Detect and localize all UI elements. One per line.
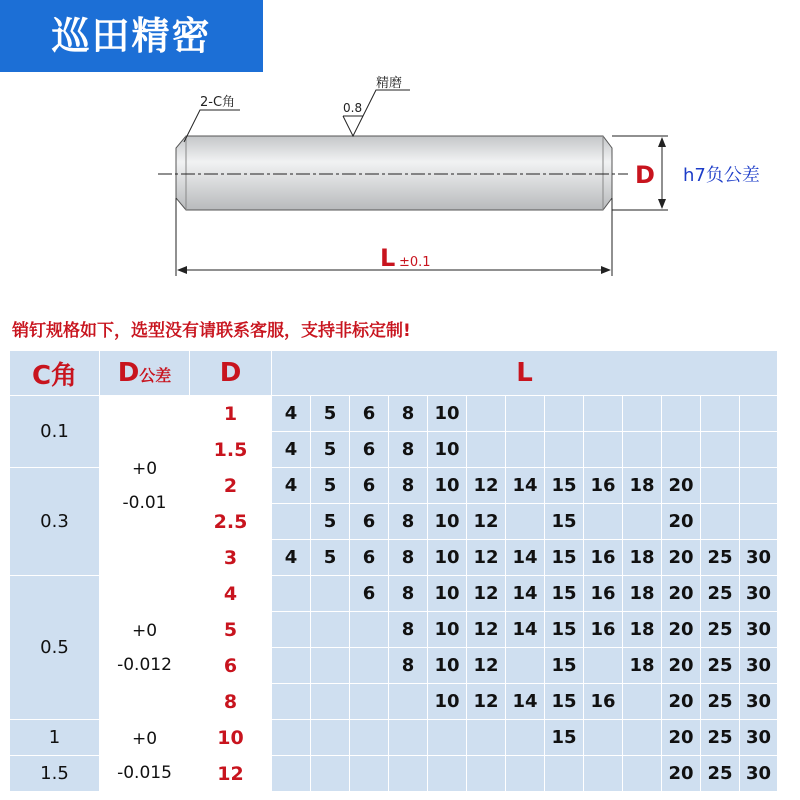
l-value-cell <box>623 432 662 468</box>
l-value-cell: 15 <box>545 504 584 540</box>
tolerance-cell: +0 -0.01 <box>100 396 190 576</box>
l-value-cell <box>545 432 584 468</box>
l-value-cell <box>623 396 662 432</box>
l-value-cell: 25 <box>701 684 740 720</box>
l-value-cell: 16 <box>584 468 623 504</box>
l-value-cell: 8 <box>389 540 428 576</box>
l-value-cell <box>272 576 311 612</box>
l-value-cell: 30 <box>740 756 778 792</box>
l-value-cell: 30 <box>740 540 778 576</box>
c-angle-cell: 0.1 <box>10 396 100 468</box>
c-angle-cell: 0.3 <box>10 468 100 576</box>
l-value-cell: 15 <box>545 684 584 720</box>
dim-d-label: D <box>635 161 655 189</box>
l-value-cell <box>467 720 506 756</box>
l-value-cell: 6 <box>350 468 389 504</box>
chamfer-label: 2-C角 <box>200 95 236 110</box>
l-value-cell: 12 <box>467 504 506 540</box>
l-value-cell: 15 <box>545 612 584 648</box>
l-value-cell: 14 <box>506 684 545 720</box>
l-value-cell <box>272 684 311 720</box>
c-angle-cell: 1 <box>10 720 100 756</box>
l-value-cell <box>506 720 545 756</box>
l-value-cell: 14 <box>506 468 545 504</box>
l-value-cell <box>272 612 311 648</box>
l-value-cell <box>428 756 467 792</box>
l-value-cell: 5 <box>311 432 350 468</box>
l-value-cell <box>311 612 350 648</box>
l-value-cell <box>467 432 506 468</box>
spec-table <box>9 350 778 792</box>
l-value-cell <box>311 576 350 612</box>
l-value-cell: 25 <box>701 720 740 756</box>
l-value-cell: 5 <box>311 540 350 576</box>
l-value-cell <box>740 468 778 504</box>
d-value-cell: 5 <box>190 612 272 648</box>
d-value-cell: 8 <box>190 684 272 720</box>
l-value-cell: 30 <box>740 648 778 684</box>
d-value-cell: 3 <box>190 540 272 576</box>
spec-table-body <box>10 396 778 792</box>
pin-body <box>176 136 612 210</box>
l-value-cell: 4 <box>272 432 311 468</box>
d-value-cell: 1.5 <box>190 432 272 468</box>
l-value-cell <box>350 756 389 792</box>
l-value-cell <box>506 648 545 684</box>
l-value-cell <box>506 396 545 432</box>
c-angle-cell: 1.5 <box>10 756 100 792</box>
l-value-cell <box>623 684 662 720</box>
l-value-cell: 18 <box>623 540 662 576</box>
l-value-cell <box>311 720 350 756</box>
l-value-cell <box>467 756 506 792</box>
d-value-cell: 10 <box>190 720 272 756</box>
l-value-cell <box>389 756 428 792</box>
l-value-cell: 10 <box>428 684 467 720</box>
l-value-cell <box>428 720 467 756</box>
l-value-cell: 8 <box>389 432 428 468</box>
l-value-cell: 12 <box>467 648 506 684</box>
l-value-cell: 15 <box>545 468 584 504</box>
l-value-cell <box>740 432 778 468</box>
l-value-cell: 16 <box>584 540 623 576</box>
l-value-cell <box>584 396 623 432</box>
l-value-cell <box>584 432 623 468</box>
l-value-cell <box>350 612 389 648</box>
brand-banner: 巡田精密 <box>0 0 263 72</box>
l-value-cell: 20 <box>662 612 701 648</box>
l-value-cell: 6 <box>350 504 389 540</box>
l-value-cell: 20 <box>662 756 701 792</box>
l-value-cell: 18 <box>623 576 662 612</box>
l-value-cell: 15 <box>545 720 584 756</box>
l-value-cell <box>311 648 350 684</box>
l-value-cell: 6 <box>350 396 389 432</box>
tolerance-cell: +0 -0.015 <box>100 720 190 792</box>
l-value-cell <box>272 648 311 684</box>
l-value-cell <box>272 720 311 756</box>
l-value-cell: 20 <box>662 540 701 576</box>
l-value-cell: 15 <box>545 648 584 684</box>
l-value-cell <box>701 432 740 468</box>
l-value-cell: 25 <box>701 756 740 792</box>
header-d: D <box>190 351 272 396</box>
l-value-cell: 8 <box>389 468 428 504</box>
d-value-cell: 12 <box>190 756 272 792</box>
l-value-cell: 5 <box>311 396 350 432</box>
l-value-cell: 25 <box>701 612 740 648</box>
roughness-value: 0.8 <box>343 101 363 115</box>
l-value-cell <box>545 756 584 792</box>
l-value-cell: 4 <box>272 468 311 504</box>
l-value-cell <box>584 648 623 684</box>
l-value-cell: 16 <box>584 684 623 720</box>
l-value-cell: 10 <box>428 612 467 648</box>
l-value-cell: 30 <box>740 720 778 756</box>
l-value-cell <box>701 468 740 504</box>
l-value-cell: 20 <box>662 720 701 756</box>
l-value-cell <box>701 504 740 540</box>
table-row <box>10 576 778 612</box>
l-value-cell: 30 <box>740 684 778 720</box>
l-value-cell: 6 <box>350 540 389 576</box>
l-value-cell <box>389 684 428 720</box>
l-value-cell: 18 <box>623 612 662 648</box>
dim-l-tolerance: ±0.1 <box>399 255 431 270</box>
l-value-cell <box>623 756 662 792</box>
l-value-cell: 15 <box>545 540 584 576</box>
l-value-cell <box>389 720 428 756</box>
l-value-cell: 20 <box>662 684 701 720</box>
l-value-cell: 30 <box>740 612 778 648</box>
l-value-cell: 18 <box>623 468 662 504</box>
l-value-cell: 8 <box>389 576 428 612</box>
l-value-cell: 5 <box>311 468 350 504</box>
l-value-cell: 4 <box>272 540 311 576</box>
l-value-cell <box>740 504 778 540</box>
l-value-cell: 16 <box>584 612 623 648</box>
d-value-cell: 4 <box>190 576 272 612</box>
l-value-cell: 10 <box>428 504 467 540</box>
c-angle-cell: 0.5 <box>10 576 100 720</box>
l-value-cell <box>506 504 545 540</box>
l-value-cell: 10 <box>428 468 467 504</box>
l-value-cell: 6 <box>350 432 389 468</box>
tolerance-note: h7负公差 <box>683 165 760 186</box>
l-value-cell: 10 <box>428 648 467 684</box>
finish-label: 精磨 <box>376 76 403 91</box>
l-value-cell: 12 <box>467 540 506 576</box>
l-value-cell: 4 <box>272 396 311 432</box>
pin-drawing <box>0 60 800 300</box>
l-value-cell <box>740 396 778 432</box>
l-value-cell: 25 <box>701 540 740 576</box>
l-value-cell <box>623 720 662 756</box>
l-value-cell <box>467 396 506 432</box>
l-value-cell <box>350 684 389 720</box>
d-value-cell: 2 <box>190 468 272 504</box>
l-value-cell <box>311 756 350 792</box>
l-value-cell: 20 <box>662 576 701 612</box>
d-value-cell: 6 <box>190 648 272 684</box>
l-value-cell <box>584 720 623 756</box>
d-value-cell: 2.5 <box>190 504 272 540</box>
l-value-cell <box>662 396 701 432</box>
header-d-tolerance: D公差 <box>100 351 190 396</box>
l-value-cell: 20 <box>662 648 701 684</box>
l-value-cell <box>545 396 584 432</box>
l-value-cell: 10 <box>428 540 467 576</box>
header-c-angle: C角 <box>10 351 100 396</box>
l-value-cell <box>350 720 389 756</box>
l-value-cell: 6 <box>350 576 389 612</box>
l-value-cell: 30 <box>740 576 778 612</box>
tolerance-cell: +0 -0.012 <box>100 576 190 720</box>
l-value-cell <box>662 432 701 468</box>
header-l: L <box>272 351 778 396</box>
l-value-cell <box>272 504 311 540</box>
table-row <box>10 396 778 432</box>
l-value-cell: 20 <box>662 468 701 504</box>
l-value-cell: 14 <box>506 612 545 648</box>
l-value-cell <box>623 504 662 540</box>
l-value-cell: 8 <box>389 504 428 540</box>
l-value-cell: 12 <box>467 612 506 648</box>
l-value-cell: 5 <box>311 504 350 540</box>
l-value-cell: 25 <box>701 576 740 612</box>
l-value-cell: 10 <box>428 396 467 432</box>
l-value-cell <box>701 396 740 432</box>
l-value-cell: 10 <box>428 432 467 468</box>
l-value-cell: 12 <box>467 684 506 720</box>
l-value-cell <box>272 756 311 792</box>
l-value-cell <box>506 756 545 792</box>
l-value-cell: 12 <box>467 468 506 504</box>
l-value-cell: 16 <box>584 576 623 612</box>
l-value-cell: 20 <box>662 504 701 540</box>
l-value-cell <box>584 756 623 792</box>
spec-note: 销钉规格如下，选型没有请联系客服，支持非标定制! <box>12 321 411 341</box>
l-value-cell: 8 <box>389 612 428 648</box>
l-value-cell: 18 <box>623 648 662 684</box>
d-value-cell: 1 <box>190 396 272 432</box>
dim-l-label: L <box>380 244 396 272</box>
l-value-cell: 8 <box>389 396 428 432</box>
l-value-cell: 12 <box>467 576 506 612</box>
l-value-cell: 10 <box>428 576 467 612</box>
l-value-cell <box>350 648 389 684</box>
l-value-cell: 14 <box>506 576 545 612</box>
l-value-cell <box>584 504 623 540</box>
l-value-cell: 14 <box>506 540 545 576</box>
l-value-cell: 25 <box>701 648 740 684</box>
l-value-cell <box>506 432 545 468</box>
table-row <box>10 720 778 756</box>
l-value-cell: 15 <box>545 576 584 612</box>
l-value-cell <box>311 684 350 720</box>
l-value-cell: 8 <box>389 648 428 684</box>
